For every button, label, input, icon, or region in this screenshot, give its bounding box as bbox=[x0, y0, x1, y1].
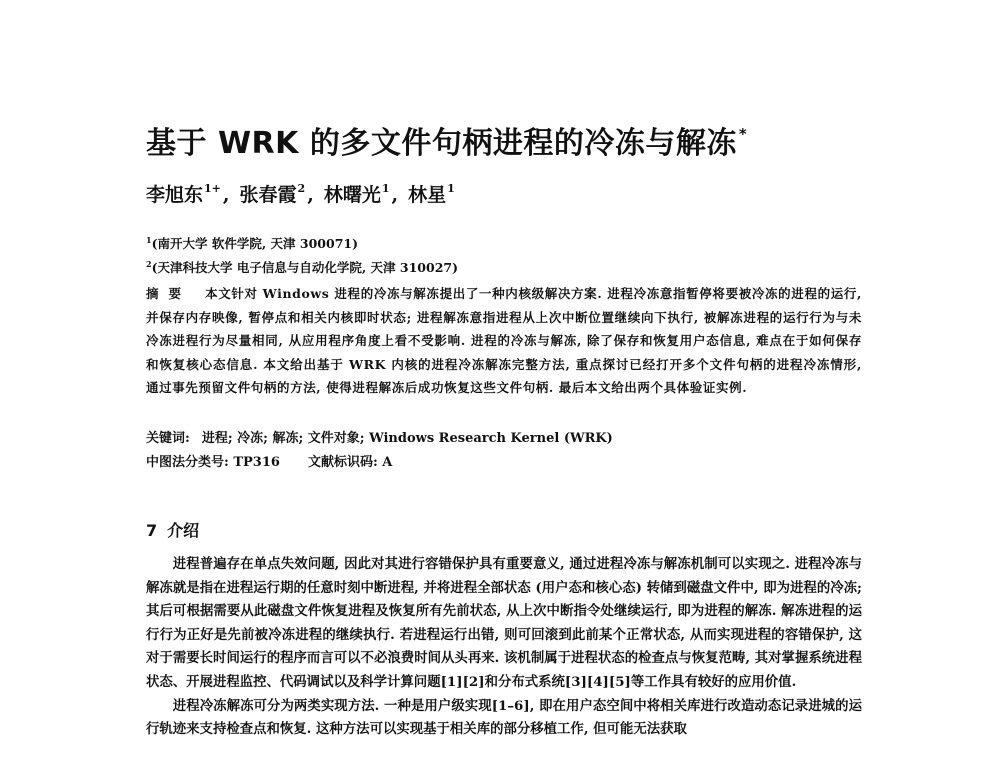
abstract-label: 摘要 bbox=[146, 286, 192, 301]
body-paragraph: 进程普遍存在单点失效问题, 因此对其进行容错保护具有重要意义, 通过进程冷冻与解冻机制可以实现之. 进程冷冻与解冻就是指在进程运行期的任意时刻中断进程, 并将进程全部状态 (用户态和核心态) 转储到磁盘文件中, 即为进程的冷冻; 其后可根据需要从此磁盘文件恢复进程及恢复所有先前状态, 从上次中断指令处继续运行, 即为进程的解冻. 解冻进程的运行行为正好是先前被冷冻进程的继续执行. 若进程运行出错, 则可回滚到此前某个正常状态, 从而实现进程的容错保护, 这对于需要长时间运行的程序而言可以不必浪费时间从头再来. 该机制属于进程状态的检查点与恢复范畴, 其对掌握系统进程状态、开展进程监控、代码调试以及科学计算问题[1][2]和分布式系统[3][4][5]等工作具有较好的应用价值. bbox=[146, 556, 862, 690]
author-affiliation-mark: 2 bbox=[297, 182, 306, 195]
affiliation-mark: 2 bbox=[146, 259, 152, 269]
author-separator: , bbox=[222, 184, 230, 206]
abstract bbox=[146, 282, 862, 400]
author-separator: , bbox=[391, 184, 399, 206]
affiliation-mark: 1 bbox=[146, 235, 152, 245]
author-name: 林曙光 bbox=[323, 184, 381, 206]
paper-title-text: 基于 WRK 的多文件句柄进程的冷冻与解冻 bbox=[146, 126, 737, 161]
paper-title bbox=[146, 118, 747, 162]
author-name: 李旭东 bbox=[146, 184, 204, 206]
classification bbox=[146, 451, 392, 470]
doc-code-label: 文献标识码: bbox=[307, 455, 378, 470]
author-affiliation-mark: 1 bbox=[381, 182, 390, 195]
body-text bbox=[146, 553, 862, 742]
keywords bbox=[146, 427, 613, 446]
affiliation bbox=[146, 234, 358, 252]
affiliation-text: (南开大学 软件学院, 天津 300071) bbox=[151, 236, 358, 251]
title-footnote-mark: * bbox=[738, 125, 748, 143]
clc-value: TP316 bbox=[233, 455, 280, 470]
doc-code-value: A bbox=[382, 455, 393, 470]
section-number: 7 bbox=[146, 521, 158, 540]
author-separator: , bbox=[307, 184, 314, 206]
body-paragraph: 进程冷冻解冻可分为两类实现方法. 一种是用户级实现[1–6], 即在用户态空间中将相关库进行改造动态记录进城的运行轨迹来支持检查点和恢复. 这种方法可以实现基于相关库的部分移植工作, 但可能无法获取 bbox=[146, 697, 862, 738]
keywords-label: 关键词: bbox=[146, 431, 190, 446]
affiliation-text: (天津科技大学 电子信息与自动化学院, 天津 310027) bbox=[151, 260, 458, 275]
section-title: 介绍 bbox=[167, 521, 200, 540]
keywords-text: 进程; 冷冻; 解冻; 文件对象; Windows Research Kernel (WRK) bbox=[201, 431, 613, 446]
author-affiliation-mark: 1 bbox=[447, 182, 455, 195]
affiliation bbox=[146, 258, 458, 276]
clc-label: 中图法分类号: bbox=[146, 455, 229, 470]
section-heading bbox=[146, 518, 199, 541]
author-list bbox=[146, 180, 455, 207]
author-affiliation-mark: 1+ bbox=[204, 182, 221, 195]
author-name: 张春霞 bbox=[239, 184, 297, 206]
abstract-text: 本文针对 Windows 进程的冷冻与解冻提出了一种内核级解决方案. 进程冷冻意指暂停将要被冷冻的进程的运行, 并保存内存映像, 暂停点和相关内核即时状态; 进程解冻意指进程从上次中断位置继续向下执行, 被解冻进程的运行行为与未冷冻进程行为尽量相同, 从应用程序角度上看不受影响. 进程的冷冻与解冻, 除了保存和恢复用户态信息, 难点在于如何保存和恢复核心态信息. 本文给出基于 WRK 内核的进程冷冻解冻完整方法, 重点探讨已经打开多个文件句柄的进程冷冻情形, 通过事先预留文件句柄的方法, 使得进程解冻后成功恢复这些文件句柄. 最后本文给出两个具体验证实例. bbox=[146, 286, 862, 396]
author-name: 林星 bbox=[408, 184, 447, 206]
